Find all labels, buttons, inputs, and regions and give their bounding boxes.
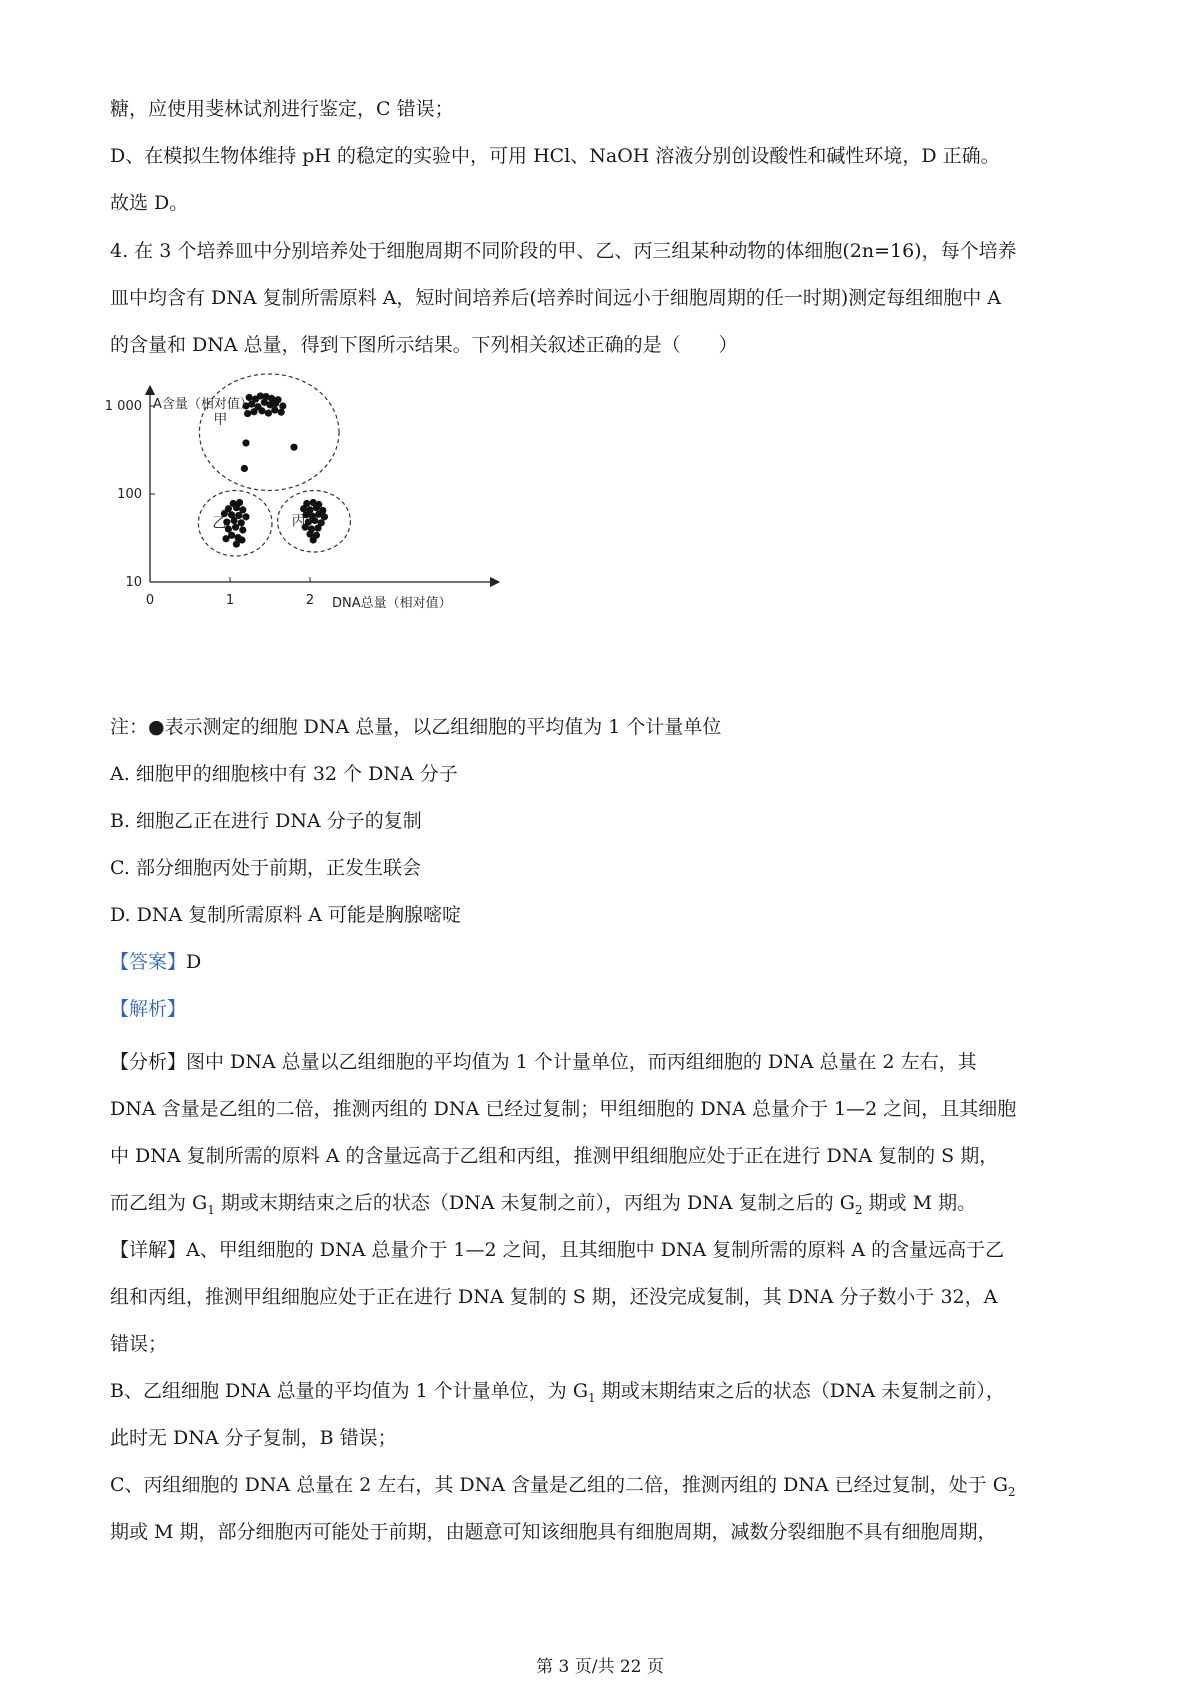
group-label: 甲 [213, 412, 228, 429]
analysis-text: 期或 M 期。 [862, 1192, 977, 1214]
data-point [310, 536, 317, 543]
data-point [232, 524, 239, 531]
detail-line [110, 1227, 1100, 1274]
data-point [230, 517, 237, 524]
scatter-chart-svg [104, 382, 530, 677]
subscript: 2 [854, 1202, 863, 1217]
data-point [279, 402, 286, 409]
detail-text: C、丙组细胞的 DNA 总量在 2 左右，其 DNA 含量是乙组的二倍，推测丙组的 DNA 已经过复制，处于 G [110, 1474, 1008, 1496]
group-label: 丙 [291, 513, 306, 530]
chart-note: 注：●表示测定的细胞 DNA 总量，以乙组细胞的平均值为 1 个计量单位 [110, 716, 722, 738]
text-line: 糖，应使用斐林试剂进行鉴定，C 错误； [110, 98, 454, 120]
answer-line [110, 939, 1100, 986]
data-point [271, 406, 278, 413]
question-stem-line: 的含量和 DNA 总量，得到下图所示结果。下列相关叙述正确的是（ ） [110, 334, 738, 356]
x-axis-label: DNA总量（相对值） [332, 596, 452, 611]
data-point [222, 535, 229, 542]
scatter-chart [104, 382, 530, 677]
option-c: C. 部分细胞丙处于前期，正发生联会 [110, 857, 421, 879]
data-point [313, 504, 320, 511]
analysis-tag: 【分析】 [110, 1051, 187, 1073]
analysis-line [110, 1039, 1100, 1086]
data-point [242, 439, 249, 446]
analysis-line: DNA 含量是乙组的二倍，推测丙组的 DNA 已经过复制；甲组细胞的 DNA 总量介于 1—2 之间，且其细胞 [110, 1098, 1017, 1120]
analysis-text: 期或末期结束之后的状态（DNA 未复制之前），丙组为 DNA 复制之后的 G [214, 1192, 855, 1214]
text-line: 故选 D。 [110, 192, 189, 214]
subscript: 1 [588, 1390, 596, 1405]
analysis-text: 图中 DNA 总量以乙组细胞的平均值为 1 个计量单位，而丙组细胞的 DNA 总量在 2 左右，其 [186, 1051, 977, 1073]
data-point [241, 465, 248, 472]
detail-line: 此时无 DNA 分子复制，B 错误； [110, 1427, 397, 1449]
data-point [233, 504, 240, 511]
data-point [272, 400, 279, 407]
y-tick-label: 1 000 [104, 399, 142, 414]
detail-tag: 【详解】 [110, 1239, 187, 1261]
data-point [311, 517, 318, 524]
analysis-text: 而乙组为 G [110, 1192, 208, 1214]
question-stem-line: 4. 在 3 个培养皿中分别培养处于细胞周期不同阶段的甲、乙、丙三组某种动物的体细胞(2n=16)，每个培养 [110, 240, 1017, 262]
x-tick-label: 1 [225, 593, 235, 608]
group-label: 乙 [212, 515, 227, 532]
y-tick-label: 100 [117, 487, 142, 502]
page-footer: 第 3 页/共 22 页 [536, 1657, 664, 1677]
detail-text: A、甲组细胞的 DNA 总量介于 1—2 之间，且其细胞中 DNA 复制所需的原料 A 的含量远高于乙 [186, 1239, 1005, 1261]
data-point [239, 526, 246, 533]
data-point [238, 536, 245, 543]
detail-line: 错误； [110, 1333, 168, 1355]
x-tick-label: 0 [145, 593, 155, 608]
option-b: B. 细胞乙正在进行 DNA 分子的复制 [110, 810, 422, 832]
subscript: 1 [207, 1202, 215, 1217]
text-line: D、在模拟生物体维持 pH 的稳定的实验中，可用 HCl、NaOH 溶液分别创设酸性和碱性环境，D 正确。 [110, 145, 1000, 167]
analysis-line [110, 1180, 1100, 1227]
question-stem-line: 皿中均含有 DNA 复制所需原料 A，短时间培养后(培养时间远小于细胞周期的任一时期)测定每组细胞中 A [110, 287, 1002, 309]
data-point [278, 409, 285, 416]
analysis-block [110, 1039, 1100, 1227]
detail-block [110, 1227, 1100, 1556]
data-point [314, 524, 321, 531]
analysis-line: 中 DNA 复制所需的原料 A 的含量远高于乙组和丙组，推测甲组细胞应处于正在进行 DNA 复制的 S 期， [110, 1145, 999, 1167]
option-d: D. DNA 复制所需原料 A 可能是胸腺嘧啶 [110, 904, 462, 926]
detail-line: 期或 M 期，部分细胞丙可能处于前期，由题意可知该细胞具有细胞周期，减数分裂细胞不具有细胞周期， [110, 1521, 997, 1543]
previous-answer-block [110, 86, 1100, 227]
answer-value: D [186, 951, 202, 973]
data-point [265, 410, 272, 417]
answer-tag: 【答案】 [110, 951, 187, 973]
group-ellipse [199, 374, 339, 491]
subscript: 2 [1007, 1484, 1016, 1499]
x-tick-label: 2 [305, 593, 315, 608]
detail-text: B、乙组细胞 DNA 总量的平均值为 1 个计量单位，为 G [110, 1380, 589, 1402]
detail-line [110, 1368, 1100, 1415]
y-axis-label: A含量（相对值） [153, 397, 253, 412]
detail-line [110, 1462, 1100, 1509]
data-point [258, 407, 265, 414]
options-block [110, 704, 1100, 1033]
data-point [242, 513, 249, 520]
detail-line: 组和丙组，推测甲组细胞应处于正在进行 DNA 复制的 S 期，还没完成复制，其 DNA 分子数小于 32，A [110, 1286, 998, 1308]
detail-text: 期或末期结束之后的状态（DNA 未复制之前）， [595, 1380, 1005, 1402]
data-point [290, 444, 297, 451]
question-stem [110, 228, 1100, 369]
option-a: A. 细胞甲的细胞核中有 32 个 DNA 分子 [110, 763, 458, 785]
analysis-heading: 【解析】 [110, 998, 187, 1020]
y-tick-label: 10 [125, 575, 142, 590]
